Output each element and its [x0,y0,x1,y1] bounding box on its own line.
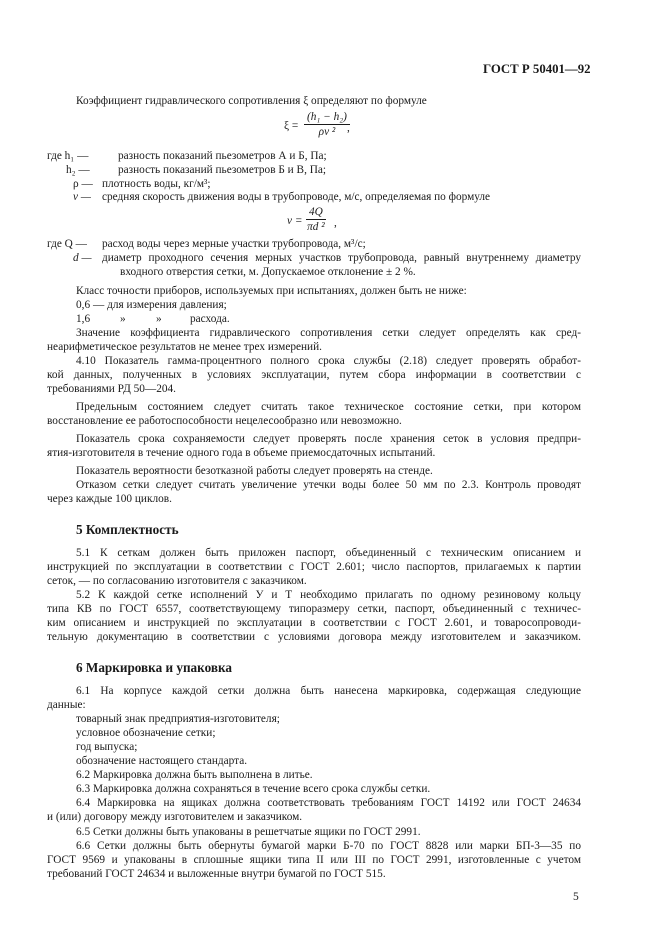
para-410-line-3: требованиями РД 50—204. [47,383,176,395]
page-number: 5 [573,891,579,903]
legend1-text-3: плотность воды, кг/м³; [102,178,211,190]
legend2-sym-2: d — [73,252,92,264]
marking-item-1: товарный знак предприятия-изготовителя; [76,713,280,725]
p66-line-1: 6.6 Сетки должны быть обернуты бумагой марки Б-70 по ГОСТ 8828 или марки БП-3—35 по [76,840,581,852]
para-storage-line-1: Показатель срока сохраняемости следует проверять после хранения сеток в условия предпри- [76,433,581,445]
legend2-text-1: расход воды через мерные участки трубопровода, м³/с; [102,238,366,250]
accuracy-row2-ditto-1: » [120,313,126,325]
para-failure-line-2: через каждые 100 циклов. [47,493,172,505]
p52-line-1: 5.2 К каждой сетке исполнений У и Т необходимо прилагать по одному резиновому кольцу [76,589,581,601]
document-header: ГОСТ Р 50401—92 [483,62,591,76]
accuracy-intro: Класс точности приборов, используемых при испытаниях, должен быть не ниже: [76,285,467,297]
p66-line-3: требований ГОСТ 24634 и выложенные внутри бумагой по ГОСТ 515. [47,868,386,880]
legend1-sym-2: h₂ — [66,164,90,176]
formula2-tail: , [334,217,337,229]
legend2-sym-1: где Q — [47,238,87,250]
section-5-title: 5 Комплектность [76,522,179,537]
para-reliability: Показатель вероятности безотказной работы следует проверять на стенде. [76,465,433,477]
accuracy-row2-text: расхода. [190,313,230,325]
formula1-lhs: ξ = [284,120,299,132]
p61-line-2: данные: [47,699,86,711]
p64-line-1: 6.4 Маркировка на ящиках должна соответствовать требованиям ГОСТ 14192 или ГОСТ 24634 [76,797,581,809]
p65: 6.5 Сетки должны быть упакованы в решетчатые ящики по ГОСТ 2991. [76,826,421,838]
formula2-fraction [306,206,326,233]
p63: 6.3 Маркировка должна сохраняться в течение всего срока службы сетки. [76,783,431,795]
formula2-denominator: πd ² [307,221,325,233]
legend1-text-2: разность показаний пьезометров Б и В, Па; [118,164,327,176]
legend2-text-2b: входного отверстия сетки, м. Допускаемое отклонение ± 2 %. [120,266,416,278]
para-value-line-2: неарифметическое результатов не менее трех измерений. [47,341,322,353]
accuracy-row2-value: 1,6 [76,313,91,325]
legend1-sym-4: v — [73,191,91,203]
formula1-fraction [304,111,350,138]
marking-item-3: год выпуска; [76,741,138,753]
accuracy-row2-ditto-2: » [156,313,162,325]
marking-item-4: обозначение настоящего стандарта. [76,755,248,767]
para-limit-line-2: восстановление ее работоспособности нецелесообразно или невозможно. [47,415,402,427]
section-6-title: 6 Маркировка и упаковка [76,660,232,675]
legend1-sym-1: где h₁ — [47,150,89,162]
formula1-denominator: ρv ² [318,126,336,138]
formula2-numerator: 4Q [306,206,326,220]
legend1-text-4: средняя скорость движения воды в трубопроводе, м/с, определяемая по формуле [102,191,491,203]
legend1-sym-3: ρ — [73,178,93,190]
formula2-lhs: v = [287,215,303,227]
p62: 6.2 Маркировка должна быть выполнена в литье. [76,769,313,781]
p52-line-4: тельную документацию в соответствии с условиями договора между изготовителем и заказчиком. [47,631,581,643]
p51-line-1: 5.1 К сеткам должен быть приложен паспорт, объединенный с техническим описанием и [76,547,581,559]
formula1-tail: , [347,122,350,134]
para-410-line-1: 4.10 Показатель гамма-процентного полного срока службы (2.18) следует проверять обработ- [76,355,581,367]
formula1-numerator: (h₁ − h₂) [304,111,350,125]
para-limit-line-1: Предельным состоянием следует считать такое техническое состояние сетки, при котором [76,401,581,413]
legend2-text-2a: диаметр проходного сечения мерных участков трубопровода, равный внутреннему диаметру [102,252,581,264]
para-failure-line-1: Отказом сетки следует считать увеличение утечки воды более 50 мм по 2.3. Контроль проводят [76,479,581,491]
p61-line-1: 6.1 На корпусе каждой сетки должна быть нанесена маркировка, содержащая следующие [76,685,581,697]
formula1-intro: Коэффициент гидравлического сопротивления ξ определяют по формуле [76,95,427,107]
legend1-text-1: разность показаний пьезометров А и Б, Па; [118,150,327,162]
p64-line-2: и (или) договору между изготовителем и заказчиком. [47,811,303,823]
para-value-line-1: Значение коэффициента гидравлического сопротивления сетки следует определять как сред- [76,327,581,339]
marking-item-2: условное обозначение сетки; [76,727,216,739]
accuracy-row1: 0,6 — для измерения давления; [76,299,227,311]
p51-line-2: инструкцией по эксплуатации в соответствии с ГОСТ 2.601; число паспортов, прилагаемых к партии [47,561,581,573]
para-storage-line-2: ятия-изготовителя в течение одного года в объеме приемосдаточных испытаний. [47,447,436,459]
p52-line-3: ким описанием и инструкцией по эксплуатации в соответствии с ГОСТ 2.601, и товаросопроводи- [47,617,581,629]
p66-line-2: ГОСТ 9569 и упакованы в сплошные ящики типа II или III по ГОСТ 2991, изготовленные с учетом [47,854,581,866]
para-410-line-2: кой данных, полученных в условиях эксплуатации, путем сбора информации в соответствии с [47,369,581,381]
p51-line-3: сеток, — по согласованию изготовителя с заказчиком. [47,575,307,587]
p52-line-2: типа КВ по ГОСТ 6557, соответствующему типоразмеру сетки, паспорт, объединенный с техничес- [47,603,581,615]
